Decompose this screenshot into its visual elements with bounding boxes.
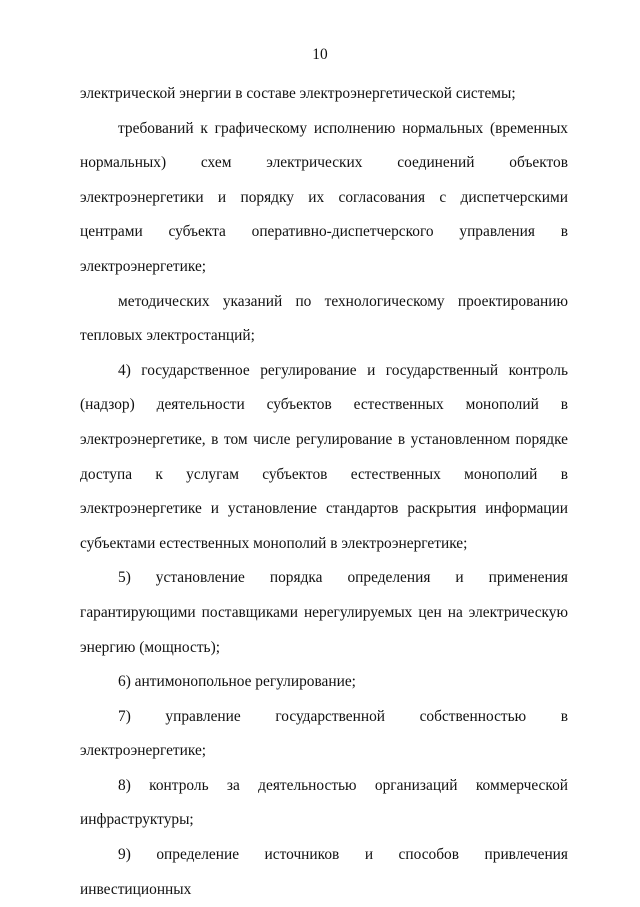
document-body <box>80 77 568 907</box>
paragraph-continuation: электрической энергии в составе электроэнергетической системы; <box>80 85 516 102</box>
page-number: 10 <box>312 46 328 63</box>
paragraph-item-8: 8) контроль за деятельностью организаций коммерческой инфраструктуры; <box>80 776 568 829</box>
paragraph-item-6: 6) антимонопольное регулирование; <box>118 673 356 691</box>
paragraph-item-5: 5) установление порядка определения и применения гарантирующими поставщиками нерегулируемых цен на электрическую энергию (мощность); <box>80 569 568 656</box>
paragraph-item-4: 4) государственное регулирование и государственный контроль (надзор) деятельности субъектов естественных монополий в электроэнергетике, в том числе регулирование в установленном порядке доступа к услугам субъектов естественных монополий в электроэнергетике и установление стандартов раскрытия информации субъектами естественных монополий в электроэнергетике; <box>80 361 568 552</box>
paragraph-methodical-guidelines: методических указаний по технологическому проектированию тепловых электростанций; <box>80 292 568 345</box>
paragraph-item-9: 9) определение источников и способов привлечения инвестиционных <box>80 846 568 898</box>
paragraph-item-7: 7) управление государственной собственностью в электроэнергетике; <box>80 707 568 760</box>
paragraph-graphic-schemes: требований к графическому исполнению нормальных (временных нормальных) схем электрических соединений объектов электроэнергетики и порядку их согласования с диспетчерскими центрами субъекта оперативно-диспетчерского управления в электроэнергетике; <box>80 119 568 275</box>
